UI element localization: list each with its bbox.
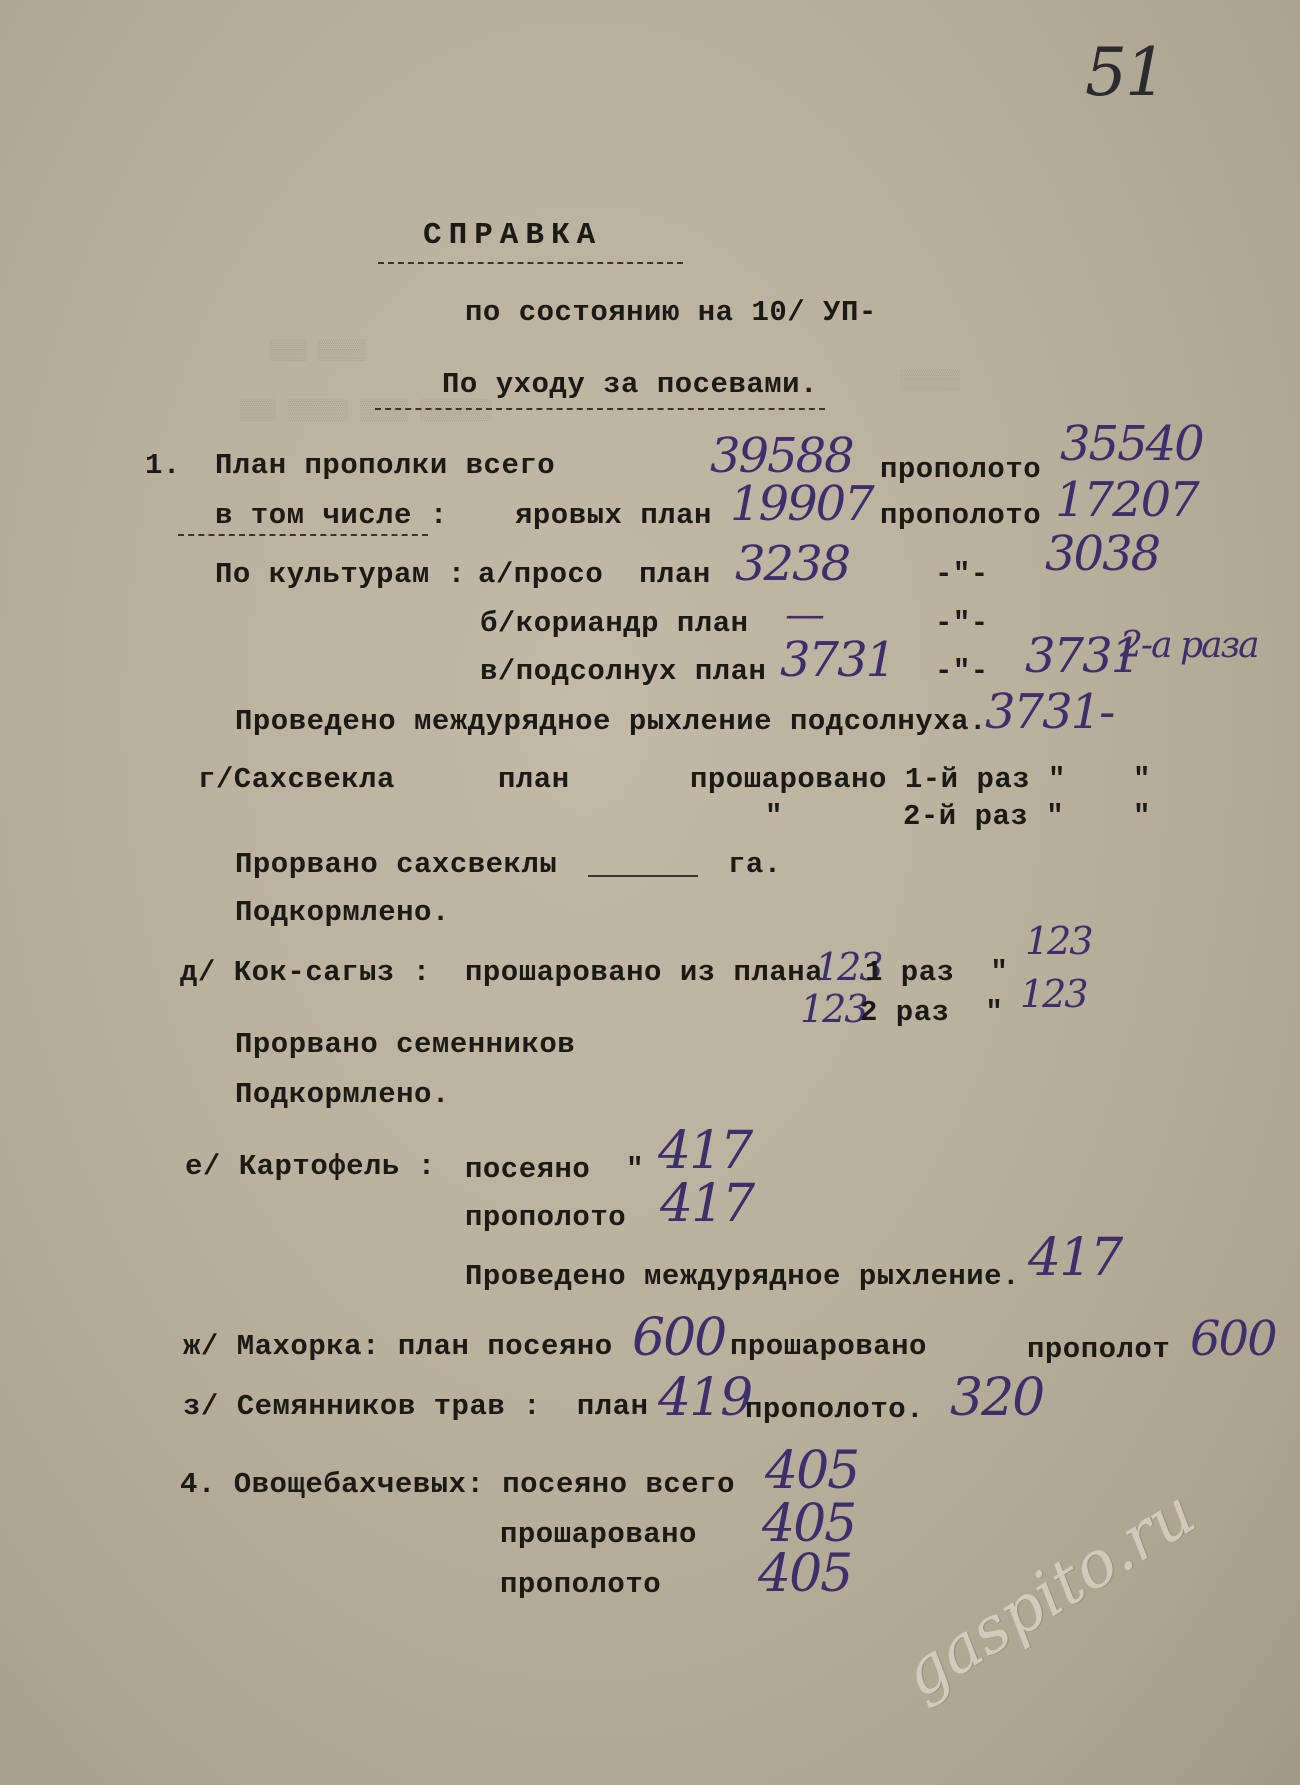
ditto-mark: -"- [935, 655, 989, 688]
ditto-mark: " [765, 800, 783, 833]
document-subtitle: по состоянию на 10/ УП- [465, 296, 877, 329]
weeding-plan-label: План прополки всего [215, 449, 556, 482]
potato-weeded-value: 417 [660, 1174, 754, 1234]
kok-saghyz-label: д/ Кок-сагыз : [180, 956, 431, 989]
crop-a-plan: 3238 [735, 536, 850, 592]
beet-fed-label: Подкормлено. [235, 896, 450, 929]
heading-underline [375, 408, 825, 410]
potato-sown-value: 417 [658, 1121, 752, 1181]
crop-a-label: а/просо план [478, 558, 711, 591]
document-heading: По уходу за посевами. [442, 368, 818, 401]
vegetables-weeded-value: 405 [758, 1544, 852, 1604]
bleed-through-text: ▒▒▒ ▒▒▒▒ [270, 340, 367, 363]
sunflower-loosening-label: Проведено междурядное рыхление подсолнуха. [235, 705, 987, 738]
ditto-mark: " [1133, 800, 1151, 833]
potato-loosening-label: Проведено междурядное рыхление. [465, 1260, 1020, 1293]
weeded-label: прополото [880, 453, 1042, 486]
crop-b-plan: — [785, 592, 823, 638]
crop-c-note: 2-а раза [1120, 625, 1258, 666]
including-label: в том числе : [215, 499, 448, 532]
grass-seed-plan-value: 419 [658, 1368, 752, 1428]
item-number: 1. [145, 449, 181, 482]
makhorka-harrowed-label: прошаровано [730, 1330, 927, 1363]
vegetables-sown-value: 405 [765, 1441, 859, 1501]
makhorka-sown-value: 600 [632, 1308, 726, 1368]
kok-plan-2-value: 123 [800, 987, 867, 1031]
spring-weeded-label: прополото [880, 499, 1042, 532]
title-underline [378, 262, 683, 264]
document-title: СПРАВКА [423, 218, 603, 253]
kok-done-2-value: 123 [1020, 972, 1087, 1016]
weeding-plan-value: 39588 [710, 428, 853, 484]
kok-harrowed-label: прошаровано из плана [465, 956, 824, 989]
crop-b-label: б/кориандр план [480, 607, 749, 640]
vegetables-harrowed-value: 405 [762, 1494, 856, 1554]
sugar-beet-label: г/Сахсвекла [198, 763, 395, 796]
sunflower-loosening-value: 3731- [985, 684, 1114, 740]
grass-seed-label: з/ Семянников трав : план [183, 1390, 649, 1423]
potato-loosening-value: 417 [1028, 1228, 1122, 1288]
ditto-mark: -"- [935, 607, 989, 640]
sugar-beet-plan-label: план [498, 763, 570, 796]
makhorka-weeded-label: прополот [1027, 1333, 1171, 1366]
spring-plan-label: яровых план [515, 499, 712, 532]
kok-done-1-value: 123 [1025, 919, 1092, 963]
vegetables-harrowed-label: прошаровано [500, 1518, 697, 1551]
grass-seed-weeded-value: 320 [950, 1368, 1044, 1428]
vegetables-weeded-label: прополото [500, 1568, 662, 1601]
including-underline [178, 534, 428, 536]
vegetables-label: 4. Овощебахчевых: посеяно всего [180, 1468, 735, 1501]
watermark: gaspito.ru [890, 1475, 1208, 1713]
potato-sown-label: посеяно " [465, 1153, 645, 1186]
bleed-through-text: ▒▒▒▒▒ [900, 370, 961, 393]
sugar-beet-harrowed-1: прошаровано 1-й раз " [690, 763, 1066, 796]
beet-thinned-label: Прорвано сахсвеклы [235, 848, 558, 881]
ditto-mark: " [1133, 763, 1151, 796]
kok-times-1: 1 раз " [865, 956, 1009, 989]
makhorka-label: ж/ Махорка: план посеяно [183, 1330, 613, 1363]
beet-thinned-unit: га. [728, 848, 782, 881]
sheet-number: 51 [1085, 34, 1165, 111]
ditto-mark: -"- [935, 558, 989, 591]
sugar-beet-harrowed-2: 2-й раз " [903, 800, 1065, 833]
spring-plan-value: 19907 [730, 476, 873, 532]
crop-c-label: в/подсолнух план [480, 655, 767, 688]
bleed-through-text: ▒▒▒ ▒▒▒▒▒ ▒▒▒▒ ▒▒▒▒▒▒ [240, 400, 493, 423]
kok-times-2: 2 раз " [860, 996, 1004, 1029]
grass-seed-weeded-label: прополото. [745, 1393, 925, 1426]
by-crops-label: По культурам : [215, 558, 466, 591]
crop-a-weeded: 3038 [1045, 526, 1160, 582]
crop-c-weeded: 3731 [1025, 628, 1140, 684]
potato-weeded-label: прополото [465, 1201, 627, 1234]
kok-plan-1-value: 123 [815, 945, 882, 989]
spring-weeded-value: 17207 [1055, 472, 1198, 528]
weeded-value: 35540 [1060, 416, 1203, 472]
beet-thinned-blank [588, 875, 698, 877]
kok-thinned-label: Прорвано семенников [235, 1028, 576, 1061]
makhorka-weeded-value: 600 [1190, 1311, 1276, 1367]
crop-c-plan: 3731 [780, 632, 895, 688]
kok-fed-label: Подкормлено. [235, 1078, 450, 1111]
potato-label: е/ Картофель : [185, 1150, 436, 1183]
